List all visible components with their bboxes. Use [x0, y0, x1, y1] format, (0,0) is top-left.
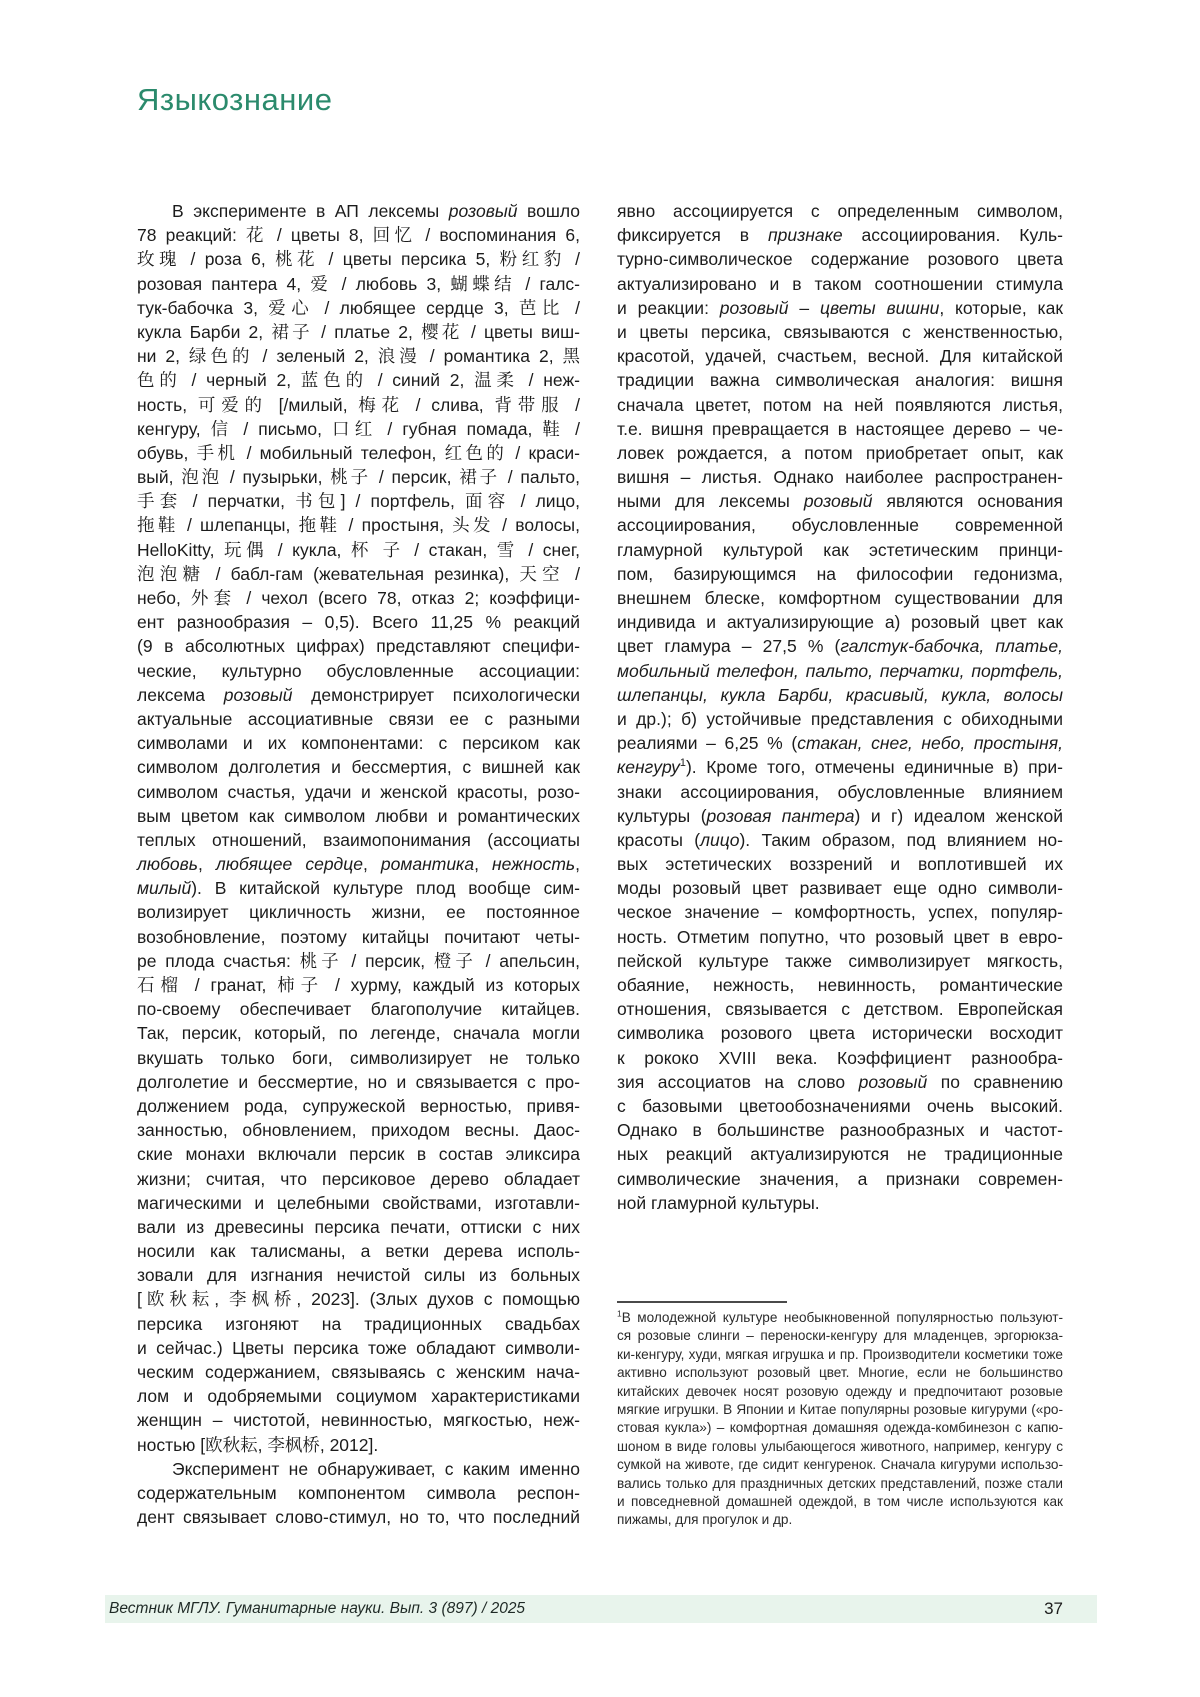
left-text-column: [137, 199, 580, 1529]
text-line: розовая пантера 4, 爱 / любовь 3, 蝴蝶结 / галс-: [137, 273, 580, 294]
text-line: [欧秋耘, 李枫桥, 2023]. (Злых духов с помощью: [137, 1289, 580, 1310]
text-line: стовая кукла») – комфортная домашняя одежда-комбинезон с капю-: [617, 1420, 1063, 1436]
text-line: Так, персик, который, по легенде, сначала могли: [137, 1023, 580, 1044]
text-line: вых эстетических воззрений и воплотившей их: [617, 854, 1063, 875]
text-line: дент связывает слово-стимул, но то, что последний: [137, 1507, 580, 1528]
text-line: знаки ассоциирования, обусловленные влиянием: [617, 781, 1063, 802]
text-line: ность, 可爱的 [/милый, 梅花 / слива, 背带服 /: [137, 394, 580, 415]
text-line: В эксперименте в АП лексемы розовый вошло: [172, 201, 581, 221]
text-line: кенгуру, 信 / письмо, 口红 / губная помада, 鞋 /: [137, 418, 580, 439]
text-line: 手套 / перчатки, 书包] / портфель, 面容 / лицо,: [137, 491, 580, 512]
text-line: (9 в абсолютных цифрах) представляют специфи-: [137, 636, 580, 657]
text-line: $^1$В молодежной культуре необыкновенной популярностью пользуют-: [617, 1308, 1063, 1325]
text-line: ловек рождается, а потом приобретает опыт, как: [617, 442, 1063, 463]
text-line: культуры (розовая пантера) и г) идеалом женской: [617, 805, 1064, 826]
text-line: тук-бабочка 3, 爱心 / любящее сердце 3, 芭比 /: [137, 297, 580, 318]
page-number: 37: [1044, 1599, 1063, 1618]
text-line: зовали для изгнания нечистой силы из больных: [137, 1265, 580, 1286]
text-line: символические значения, а признаки современ-: [617, 1168, 1063, 1189]
text-line: ре плода счастья: 桃子 / персик, 橙子 / апельсин,: [137, 950, 580, 971]
text-line: лом и одобряемыми социумом характеристиками: [137, 1386, 580, 1407]
text-line: ческие, культурно обусловленные ассоциации:: [137, 660, 580, 681]
text-line: традиции важна символическая аналогия: вишня: [617, 370, 1063, 391]
text-line: 泡泡糖 / бабл-гам (жевательная резинка), 天空 /: [137, 563, 580, 584]
text-line: гламурной культурой как эстетическим принци-: [617, 539, 1063, 560]
text-line: вкушать только боги, символизирует не только: [137, 1047, 580, 1068]
text-line: вый, 泡泡 / пузырьки, 桃子 / персик, 裙子 / пальто,: [137, 467, 580, 488]
text-line: волизирует цикличность жизни, ее постоянное: [137, 902, 580, 923]
text-line: мягкие игрушки. В Японии и Китае популярны розовые кигуруми («ро-: [617, 1401, 1063, 1417]
text-line: красотой, удачей, счастьем, весной. Для китайской: [617, 346, 1063, 367]
text-line: ассоциирования, обусловленные современной: [617, 515, 1063, 536]
text-line: женщин – чистотой, невинностью, мягкостью, неж-: [137, 1410, 580, 1431]
footer-band: [105, 1595, 1097, 1623]
text-line: ной гламурной культуры.: [617, 1192, 820, 1213]
text-line: ся розовые слинги – переноски-кенгуру для младенцев, эргорюкза-: [617, 1328, 1063, 1344]
text-line: фиксируется в признаке ассоциирования. Куль-: [617, 225, 1063, 246]
text-line: кукла Барби 2, 裙子 / платье 2, 樱花 / цветы виш-: [137, 321, 580, 342]
text-line: 石榴 / гранат, 柿子 / хурму, каждый из которых: [137, 975, 580, 995]
text-line: ческим содержанием, связываясь с женским нача-: [137, 1362, 580, 1382]
journal-footer-title: Вестник МГЛУ. Гуманитарные науки. Вып. 3 (897) / 2025: [109, 1600, 526, 1617]
text-line: ент разнообразия – 0,5). Всего 11,25 % реакций: [137, 612, 580, 633]
text-line: занностью, обновлением, приходом весны. Даос-: [137, 1120, 580, 1141]
text-line: активно используют розовый цвет. Многие, если не большинство: [617, 1365, 1063, 1381]
text-line: возобновление, поэтому китайцы почитают четы-: [137, 926, 580, 947]
text-line: 色的 / черный 2, 蓝色的 / синий 2, 温柔 / неж-: [137, 370, 580, 391]
text-line: Эксперимент не обнаруживает, с каким именно: [172, 1458, 580, 1479]
text-line: любовь, любящее сердце, романтика, нежность,: [137, 854, 580, 875]
text-line: содержательным компонентом символа респон-: [137, 1482, 580, 1503]
text-line: лексема розовый демонстрирует психологически: [137, 684, 580, 705]
text-line: персика изгоняют на традиционных свадьбах: [137, 1313, 580, 1334]
footnote-block: [617, 1309, 1063, 1530]
text-line: ни 2, 绿色的 / зеленый 2, 浪漫 / романтика 2, 黑: [137, 346, 580, 367]
section-header: Языкознание: [137, 82, 333, 117]
text-line: китайских девочек носят розовую одежду и предпочитают розовые: [617, 1383, 1063, 1399]
text-line: сумкой на животе, где сидит кенгуренок. Сначала кигуруми использо-: [617, 1457, 1063, 1473]
text-line: и цветы персика, связываются с женственностью,: [617, 321, 1063, 342]
text-line: шоном в виде головы улыбающегося животного, например, кенгуру с: [617, 1438, 1063, 1454]
text-line: цвет гламура – 27,5 % (галстук-бабочка, платье,: [617, 636, 1063, 657]
text-line: вали из древесины персика печати, оттиски с них: [137, 1216, 580, 1237]
text-line: моды розовый цвет развивает еще одно символи-: [617, 878, 1063, 899]
text-line: актуализировано и в таком соотношении стимула: [617, 273, 1063, 294]
text-line: актуальные ассоциативные связи ее с разными: [137, 708, 580, 729]
text-line: символами и их компонентами: с персиком как: [137, 733, 580, 754]
text-line: теплых отношений, взаимопонимания (ассоциаты: [137, 829, 580, 850]
text-line: т.е. вишня превращается в настоящее дерево – че-: [617, 418, 1063, 439]
text-line: обаяние, нежность, невинность, романтические: [617, 975, 1063, 995]
text-line: ские монахи включали персик в состав эликсира: [137, 1144, 580, 1165]
text-line: к рококо XVIII века. Коэффициент разнообра-: [617, 1047, 1063, 1068]
text-line: милый). В китайской культуре плод вообще сим-: [137, 878, 580, 899]
text-line: ки-кенгуру, худи, мягкая игрушка и пр. Производители косметики тоже: [617, 1346, 1063, 1362]
text-line: символом счастья, удачи и женской красоты, розо-: [137, 781, 580, 802]
text-line: символом долголетия и бессмертия, с вишней как: [137, 757, 580, 778]
text-line: явно ассоциируется с определенным символом,: [617, 201, 1063, 221]
text-line: кенгуру$^1$). Кроме того, отмечены единичные в) при-: [617, 757, 1063, 778]
text-line: отношения, связывается с детством. Европейская: [617, 999, 1063, 1020]
text-line: сначала цветет, потом на ней появляются листья,: [617, 394, 1063, 415]
text-line: обувь, 手机 / мобильный телефон, 红色的 / краси-: [137, 442, 580, 463]
right-text-column: [617, 199, 1063, 1215]
text-line: и повседневной домашней одеждой, в том числе используются как: [617, 1493, 1063, 1509]
text-line: вишня – листья. Однако наиболее распространен-: [617, 467, 1063, 488]
text-line: ными для лексемы розовый являются основания: [617, 491, 1063, 512]
text-line: турно-символическое содержание розового цвета: [617, 249, 1063, 270]
text-line: магическими и целебными свойствами, изготавли-: [137, 1192, 580, 1213]
text-line: внешнем блеске, комфортном существовании для: [617, 588, 1063, 608]
text-line: 78 реакций: 花 / цветы 8, 回忆 / воспоминания 6,: [137, 225, 580, 246]
text-line: с базовыми цветообозначениями очень высокий.: [617, 1095, 1063, 1116]
text-line: и др.); б) устойчивые представления с обиходными: [617, 708, 1063, 729]
text-line: небо, 外套 / чехол (всего 78, отказ 2; коэффици-: [137, 588, 580, 608]
text-line: мобильный телефон, пальто, перчатки, портфель,: [617, 660, 1063, 681]
text-line: должением рода, супружеской верностью, привя-: [137, 1095, 580, 1116]
text-line: ных реакций актуализируются не традиционные: [617, 1144, 1063, 1165]
text-line: зия ассоциатов на слово розовый по сравнению: [617, 1071, 1063, 1092]
text-line: 玫瑰 / роза 6, 桃花 / цветы персика 5, 粉红豹 /: [137, 249, 580, 270]
text-line: символика розового цвета исторически восходит: [617, 1023, 1063, 1044]
text-line: и сейчас.) Цветы персика тоже обладают символи-: [137, 1337, 580, 1358]
text-line: жизни; считая, что персиковое дерево обладает: [137, 1168, 580, 1189]
text-line: ность. Отметим попутно, что розовый цвет в евро-: [617, 926, 1063, 947]
text-line: реалиями – 6,25 % (стакан, снег, небо, простыня,: [617, 733, 1063, 754]
text-line: пижамы, для прогулок и др.: [617, 1512, 793, 1528]
text-line: вались только для праздничных детских представлений, позже стали: [617, 1475, 1063, 1491]
text-line: ческое значение – комфортность, успех, популяр-: [617, 902, 1063, 923]
text-line: долголетие и бессмертие, но и связывается с про-: [137, 1071, 580, 1092]
text-line: шлепанцы, кукла Барби, красивый, кукла, волосы: [617, 684, 1063, 705]
text-line: вым цветом как символом любви и романтических: [137, 805, 580, 826]
footnote-divider: [617, 1301, 787, 1303]
text-line: индивида и актуализирующие а) розовый цвет как: [617, 612, 1063, 633]
text-line: пом, базирующимся на философии гедонизма,: [617, 563, 1063, 584]
text-line: пейской культуре также символизирует мягкость,: [617, 950, 1063, 971]
text-line: красоты (лицо). Таким образом, под влиянием но-: [617, 829, 1063, 850]
text-line: Однако в большинстве разнообразных и частот-: [617, 1120, 1063, 1141]
text-line: HelloKitty, 玩偶 / кукла, 杯 子 / стакан, 雪 / снег,: [137, 539, 580, 560]
text-line: ностью [欧秋耘, 李枫桥, 2012].: [137, 1434, 379, 1455]
text-line: по-своему обеспечивает благополучие китайцев.: [137, 999, 580, 1020]
text-line: и реакции: розовый – цветы вишни, которые, как: [617, 297, 1063, 318]
text-line: носили как талисманы, а ветки дерева исполь-: [137, 1241, 580, 1262]
text-line: 拖鞋 / шлепанцы, 拖鞋 / простыня, 头发 / волосы,: [137, 515, 580, 536]
